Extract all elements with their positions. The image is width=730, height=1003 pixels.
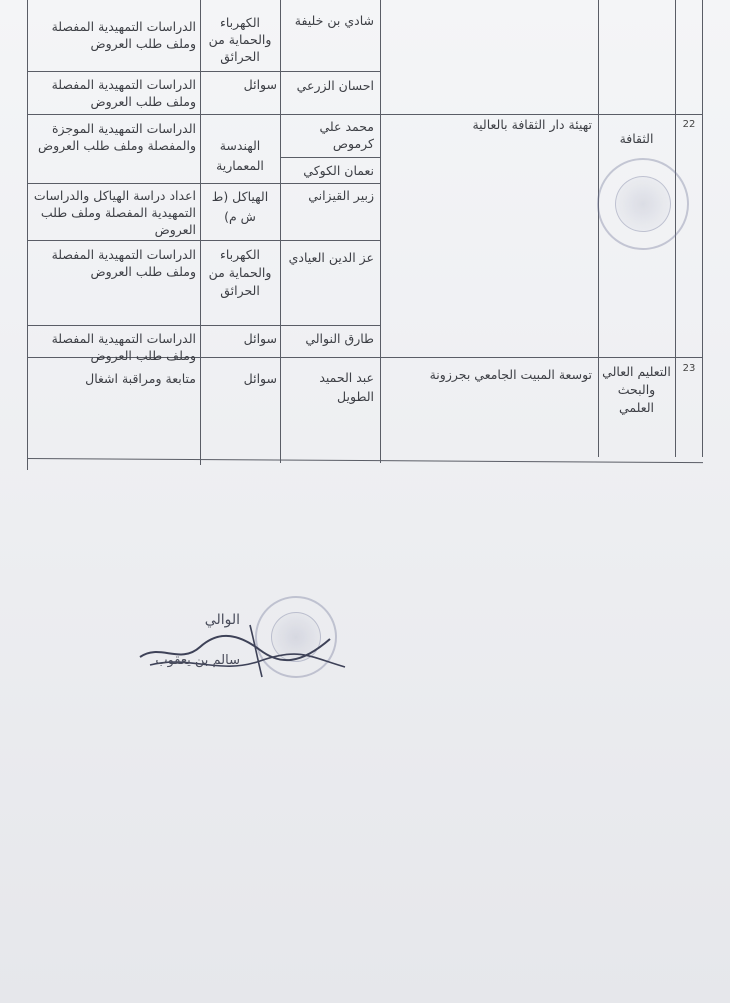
- row-line-4: [27, 183, 381, 184]
- row-line-3: [280, 157, 381, 158]
- seal-emblem-icon: [611, 172, 675, 236]
- col-divider-project: [380, 0, 381, 463]
- person-cell: شادي بن خليفة: [294, 13, 374, 28]
- person-cell: عبد الحميد الطويل: [319, 370, 374, 404]
- row-line-5: [27, 240, 381, 241]
- mission-cell: الدراسات التمهيدية المفصلة وملف طلب العروض: [51, 331, 196, 363]
- specialty-cell: سوائل: [243, 77, 277, 92]
- person-cell: طارق النوالي: [305, 331, 374, 346]
- row-line-2: [27, 114, 703, 115]
- row-line-1: [27, 71, 381, 72]
- row-number: 22: [682, 119, 696, 130]
- specialty-cell: سوائل: [243, 331, 277, 346]
- signatory-title: الوالي: [204, 612, 240, 628]
- person-cell: زبير القيزاني: [308, 188, 374, 203]
- signatory-name: سالم بن يعقوب: [155, 653, 240, 668]
- col-divider-person: [280, 0, 281, 463]
- person-cell: احسان الزرعي: [296, 78, 374, 93]
- official-seal-stamp: [591, 152, 695, 256]
- signature-scribble: [130, 595, 360, 685]
- specialty-cell: سوائل: [243, 371, 277, 386]
- table-border-right: [702, 0, 703, 457]
- mission-cell: الدراسات التمهيدية المفصلة وملف طلب العروض: [51, 19, 196, 51]
- col-divider-ministry: [598, 0, 599, 457]
- specialty-cell: الهندسة المعمارية: [216, 138, 264, 173]
- col-divider-specialty: [200, 0, 201, 465]
- mission-cell: الدراسات التمهيدية الموجزة والمفصلة وملف طلب العروض: [38, 121, 196, 153]
- ministry-cell: الثقافة: [619, 131, 654, 146]
- specialty-cell: الكهرباء والحماية من الحرائق: [208, 247, 272, 298]
- ministry-cell: التعليم العالي والبحث العلمي: [602, 364, 671, 415]
- mission-cell: اعداد دراسة الهياكل والدراسات التمهيدية المفصلة وملف طلب العروض: [33, 188, 196, 237]
- person-cell: نعمان الكوكي: [303, 163, 374, 178]
- project-cell: توسعة المبيت الجامعي بجرزونة: [429, 367, 592, 382]
- mission-cell: الدراسات التمهيدية المفصلة وملف طلب العروض: [51, 247, 196, 279]
- row-number: 23: [682, 363, 696, 374]
- table-border-bottom: [27, 458, 703, 463]
- mission-cell: الدراسات التمهيدية المفصلة وملف طلب العروض: [51, 77, 196, 109]
- person-cell: محمد علي كرموص: [319, 119, 374, 151]
- specialty-cell: الهياكل (ط ش م): [211, 189, 269, 224]
- person-cell: عز الدين العيادي: [288, 250, 374, 265]
- row-line-6: [27, 325, 381, 326]
- mission-cell: متابعة ومراقبة اشغال: [85, 371, 196, 386]
- specialty-cell: الكهرباء والحماية من الحرائق: [208, 15, 272, 64]
- project-cell: تهيئة دار الثقافة بالعالية: [472, 117, 592, 132]
